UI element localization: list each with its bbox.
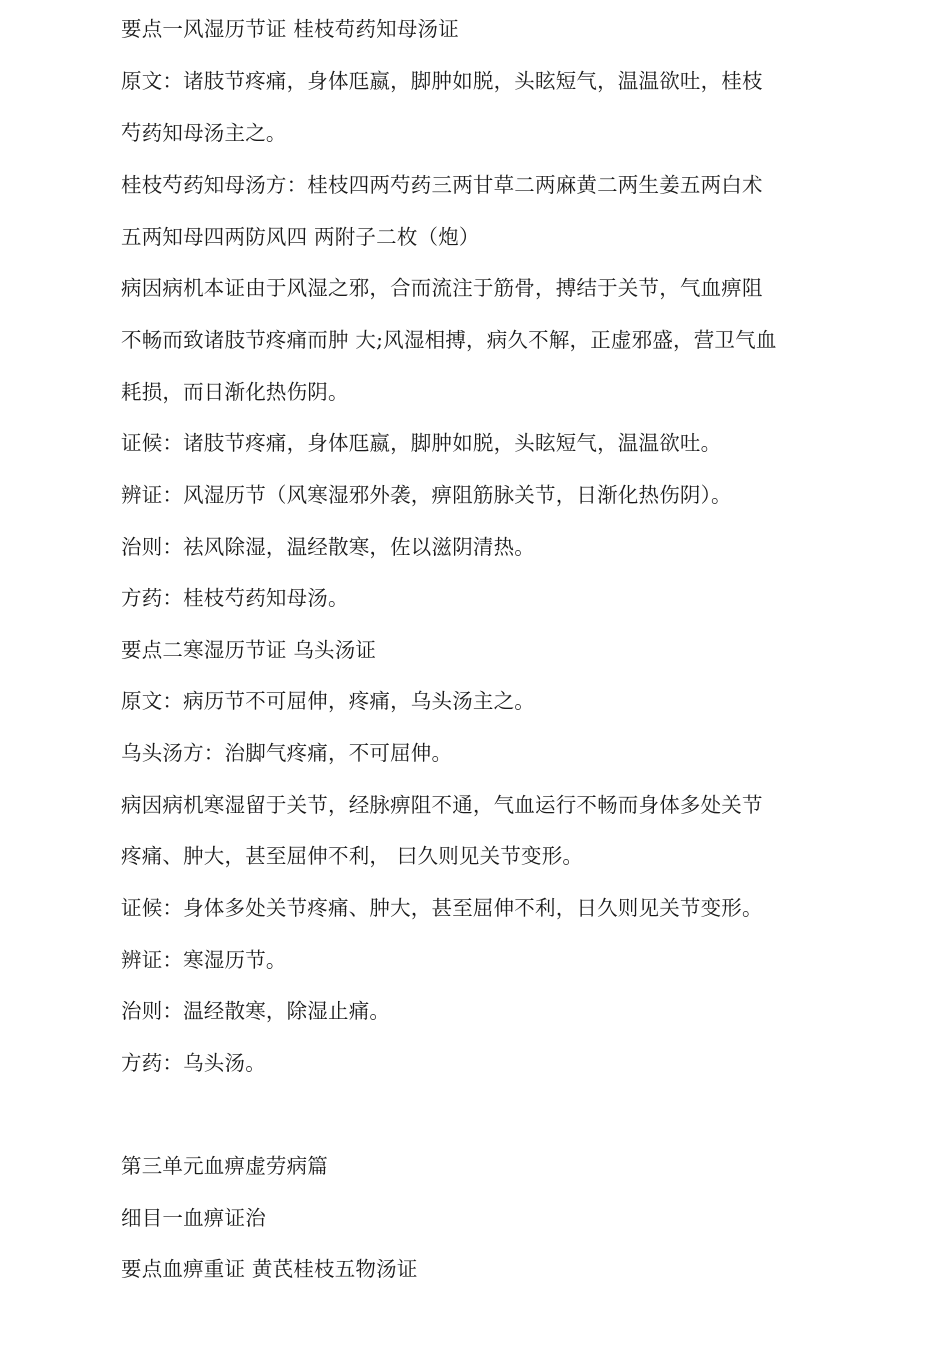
pathogenesis-line: 不畅而致诸肢节疼痛而肿 大;风湿相搏，病久不解，正虚邪盛，营卫气血 xyxy=(121,328,777,352)
original-text-line: 芍药知母汤主之。 xyxy=(121,121,287,145)
formula-line: 桂枝芍药知母汤方：桂枝四两芍药三两甘草二两麻黄二两生姜五两白术 xyxy=(121,173,763,197)
heading-point-2: 要点二寒湿历节证 乌头汤证 xyxy=(121,638,377,662)
treatment-principle-line: 治则：祛风除湿，温经散寒，佐以滋阴清热。 xyxy=(121,535,535,559)
pathogenesis-line: 疼痛、肿大，甚至屈伸不利， 曰久则见关节变形。 xyxy=(121,844,584,868)
treatment-principle-line: 治则：温经散寒，除湿止痛。 xyxy=(121,999,391,1023)
pathogenesis-line: 病因病机寒湿留于关节，经脉痹阻不通，气血运行不畅而身体多处关节 xyxy=(121,793,763,817)
symptoms-line: 证候：诸肢节疼痛，身体尫嬴，脚肿如脱，头眩短气，温温欲吐。 xyxy=(121,431,722,455)
subsection-heading: 细目一血痹证治 xyxy=(121,1206,266,1230)
heading-point-1: 要点一风湿历节证 桂枝苟药知母汤证 xyxy=(121,17,459,41)
original-text-line: 原文：诸肢节疼痛，身体尫嬴，脚肿如脱，头眩短气，温温欲吐，桂枝 xyxy=(121,69,763,93)
formula-line: 五两知母四两防风四 两附子二枚（炮） xyxy=(121,225,480,249)
symptoms-line: 证候：身体多处关节疼痛、肿大，甚至屈伸不利，日久则见关节变形。 xyxy=(121,896,763,920)
prescription-line: 方药：桂枝芍药知母汤。 xyxy=(121,586,349,610)
differentiation-line: 辨证：寒湿历节。 xyxy=(121,948,287,972)
unit-heading: 第三单元血痹虚劳病篇 xyxy=(121,1154,328,1178)
pathogenesis-line: 耗损，而日渐化热伤阴。 xyxy=(121,380,349,404)
heading-point: 要点血痹重证 黄芪桂枝五物汤证 xyxy=(121,1257,418,1281)
original-text-line: 原文：病历节不可屈伸，疼痛，乌头汤主之。 xyxy=(121,689,535,713)
formula-line: 乌头汤方：治脚气疼痛，不可屈伸。 xyxy=(121,741,453,765)
prescription-line: 方药：乌头汤。 xyxy=(121,1051,266,1075)
pathogenesis-line: 病因病机本证由于风湿之邪，合而流注于筋骨，搏结于关节，气血痹阻 xyxy=(121,276,763,300)
differentiation-line: 辨证：风湿历节（风寒湿邪外袭，痹阻筋脉关节，日渐化热伤阴）。 xyxy=(121,483,732,507)
